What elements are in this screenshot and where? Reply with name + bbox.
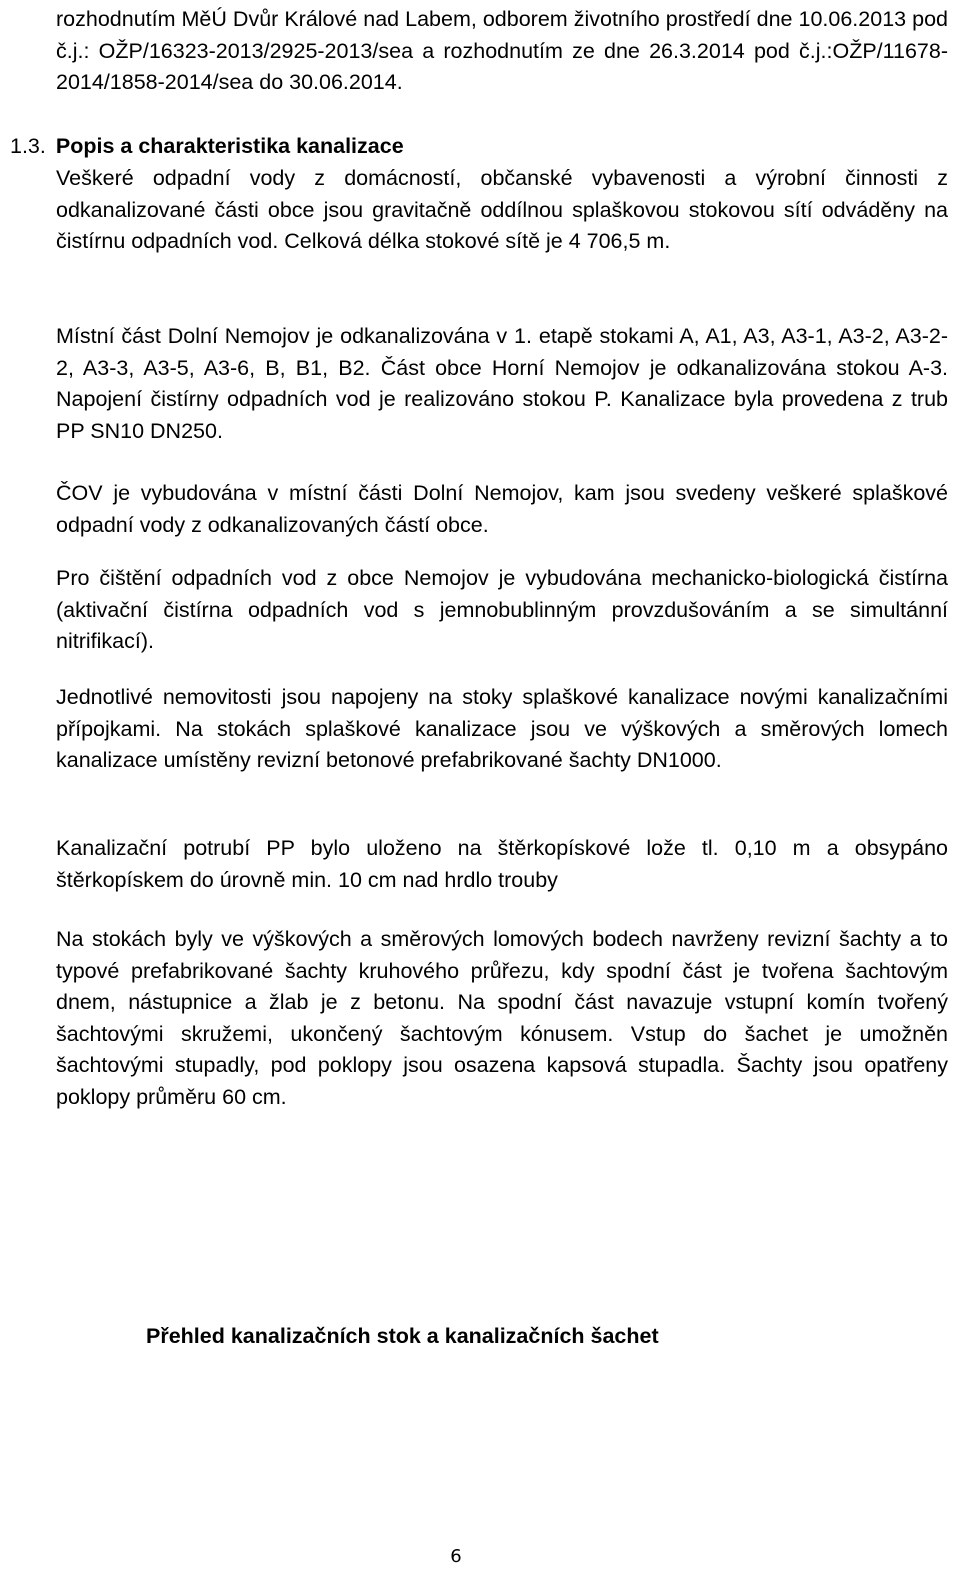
paragraph-wastewater-network: Veškeré odpadní vody z domácností, občanské vybavenosti a výrobní činnosti z odkanalizované části obce jsou gravitačně oddílnou splaškovou stokovou sítí odváděny na čistírnu odpadních vod. Celková délka stokové sítě je 4 706,5 m. bbox=[56, 166, 948, 253]
paragraph-manhole-design: Na stokách byly ve výškových a směrových lomových bodech navrženy revizní šachty a to typové prefabrikované šachty kruhového průřezu, kdy spodní část je tvořena šachtovým dnem, nástupnice a žlab je z betonu. Na spodní část navazuje vstupní komín tvořený šachtovými skružemi, ukončený šachtovým kónusem. Vstup do šachet je umožněn šachtovými stupadly, pod poklopy jsou osazena kapsová stupadla. Šachty jsou opatřeny poklopy průměru 60 cm. bbox=[56, 927, 948, 1109]
paragraph-connections-manholes: Jednotlivé nemovitosti jsou napojeny na stoky splaškové kanalizace novými kanalizačními přípojkami. Na stokách splaškové kanalizace jsou ve výškových a směrových lomech kanalizace umístěny revizní betonové prefabrikované šachty DN1000. bbox=[56, 685, 948, 772]
paragraph-treatment-technology: Pro čištění odpadních vod z obce Nemojov je vybudována mechanicko-biologická čistírna (aktivační čistírna odpadních vod s jemnobublinným provzdušováním a se simultánní nitrifikací). bbox=[56, 566, 948, 653]
section-number: 1.3. bbox=[10, 134, 46, 158]
paragraph-sewer-stages: Místní část Dolní Nemojov je odkanalizována v 1. etapě stokami A, A1, A3, A3-1, A3-2, A3-2-2, A3-3, A3-5, A3-6, B, B1, B2. Část obce Horní Nemojov je odkanalizována stokou A-3. Napojení čistírny odpadních vod je realizováno stokou P. Kanalizace byla provedena z trub PP SN10 DN250. bbox=[56, 324, 948, 443]
paragraph-treatment-plant-location: ČOV je vybudována v místní části Dolní Nemojov, kam jsou svedeny veškeré splaškové odpadní vody z odkanalizovaných částí obce. bbox=[56, 481, 948, 537]
paragraph-pipe-bedding: Kanalizační potrubí PP bylo uloženo na štěrkopískové lože tl. 0,10 m a obsypáno štěrkopískem do úrovně min. 10 cm nad hrdlo trouby bbox=[56, 836, 948, 892]
section-title: Popis a charakteristika kanalizace bbox=[55, 134, 404, 158]
sewer-overview-heading: Přehled kanalizačních stok a kanalizačních šachet bbox=[146, 1324, 659, 1348]
page-number: 6 bbox=[450, 1546, 462, 1567]
section-heading bbox=[10, 131, 404, 163]
intro-paragraph: rozhodnutím MěÚ Dvůr Králové nad Labem, odborem životního prostředí dne 10.06.2013 pod č.j.: OŽP/16323-2013/2925-2013/sea a rozhodnutím ze dne 26.3.2014 pod č.j.:OŽP/11678-2014/1858-2014/sea do 30.06.2014. bbox=[56, 7, 948, 94]
